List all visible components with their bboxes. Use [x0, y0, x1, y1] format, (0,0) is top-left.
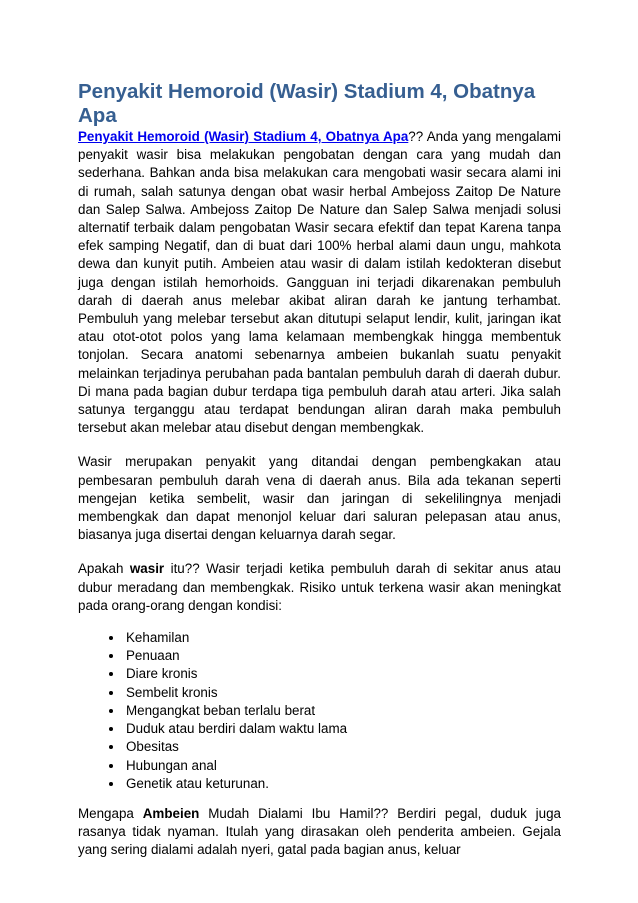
list-item: • Kehamilan — [124, 629, 561, 647]
causes-text-after: itu?? Wasir terjadi ketika pembuluh darah di sekitar anus atau dubur meradang dan membengkak. Risiko untuk terkena wasir akan meningkat pada orang-orang dengan kondisi: — [78, 561, 562, 613]
article-title-link[interactable]: Penyakit Hemoroid (Wasir) Stadium 4, Obatnya Apa — [78, 129, 409, 144]
list-item: • Genetik atau keturunan. — [124, 775, 561, 793]
list-item: • Obesitas — [124, 738, 561, 756]
risk-factor-list — [78, 629, 561, 793]
pregnancy-text-before: Mengapa — [78, 805, 143, 821]
list-item: • Sembelit kronis — [124, 684, 561, 702]
article-title: Penyakit Hemoroid (Wasir) Stadium 4, Obatnya Apa — [78, 80, 536, 127]
pregnancy-text-after: Mudah Dialami Ibu Hamil?? Berdiri pegal, duduk juga rasanya tidak nyaman. Itulah yang dirasakan oleh penderita ambeien. Gejala yang sering dialami adalah nyeri, gatal pada bagian anus, keluar — [78, 805, 562, 858]
list-item: • Duduk atau berdiri dalam waktu lama — [124, 720, 561, 738]
list-item: • Hubungan anal — [124, 757, 561, 775]
list-item: • Penuaan — [124, 647, 561, 665]
wasir-causes-paragraph — [78, 560, 561, 615]
wasir-keyword: wasir — [129, 561, 165, 577]
wasir-definition-paragraph: Wasir merupakan penyakit yang ditandai dengan pembengkakan atau pembesaran pembuluh darah vena di daerah anus. Bila ada tekanan seperti mengejan ketika sembelit, wasir dan jaringan di sekelilingnya menjadi membengkak dan dapat menonjol keluar dari saluran pelepasan atau anus, biasanya juga disertai dengan keluarnya darah segar. — [78, 454, 561, 543]
intro-text: ?? Anda yang mengalami penyakit wasir bisa melakukan pengobatan dengan cara yang mudah dan sederhana. Bahkan anda bisa melakukan cara mengobati wasir secara alami ini di rumah, salah satunya dengan obat wasir herbal Ambejoss Zaitop De Nature dan Salep Salwa. Ambejoss Zaitop De Nature dan Salep Salwa menjadi solusi alternatif terbaik dalam pengobatan Wasir secara efektif dan tepat Karena tanpa efek samping Negatif, dan di buat dari 100% herbal alami daun ungu, mahkota dewa dan kunyit putih. Ambeien atau wasir di dalam istilah kedokteran disebut juga dengan istilah hemorhoids. Gangguan ini terjadi dikarenakan pembuluh darah di daerah anus melebar akibat aliran darah ke jantung terhambat. Pembuluh yang melebar tersebut akan ditutupi selaput lendir, kulit, jaringan ikat atau otot-otot polos yang lama kelamaan membengkak hingga membentuk tonjolan. Secara anatomi sebenarnya ambeien bukanlah suatu penyakit melainkan terjadinya perubahan pada bantalan pembuluh darah di daerah dubur. Di mana pada bagian dubur terdapa tiga pembuluh darah atau arteri. Jika salah satunya terganggu atau terdapat bendungan aliran darah maka pembuluh tersebut akan melebar atau disebut dengan membengkak. — [78, 129, 561, 436]
ambeien-keyword: Ambeien — [142, 805, 200, 821]
intro-paragraph — [78, 128, 561, 437]
list-item: • Mengangkat beban terlalu berat — [124, 702, 561, 720]
pregnancy-paragraph — [78, 805, 561, 860]
list-item: • Diare kronis — [124, 665, 561, 683]
causes-text-before: Apakah — [78, 561, 130, 577]
